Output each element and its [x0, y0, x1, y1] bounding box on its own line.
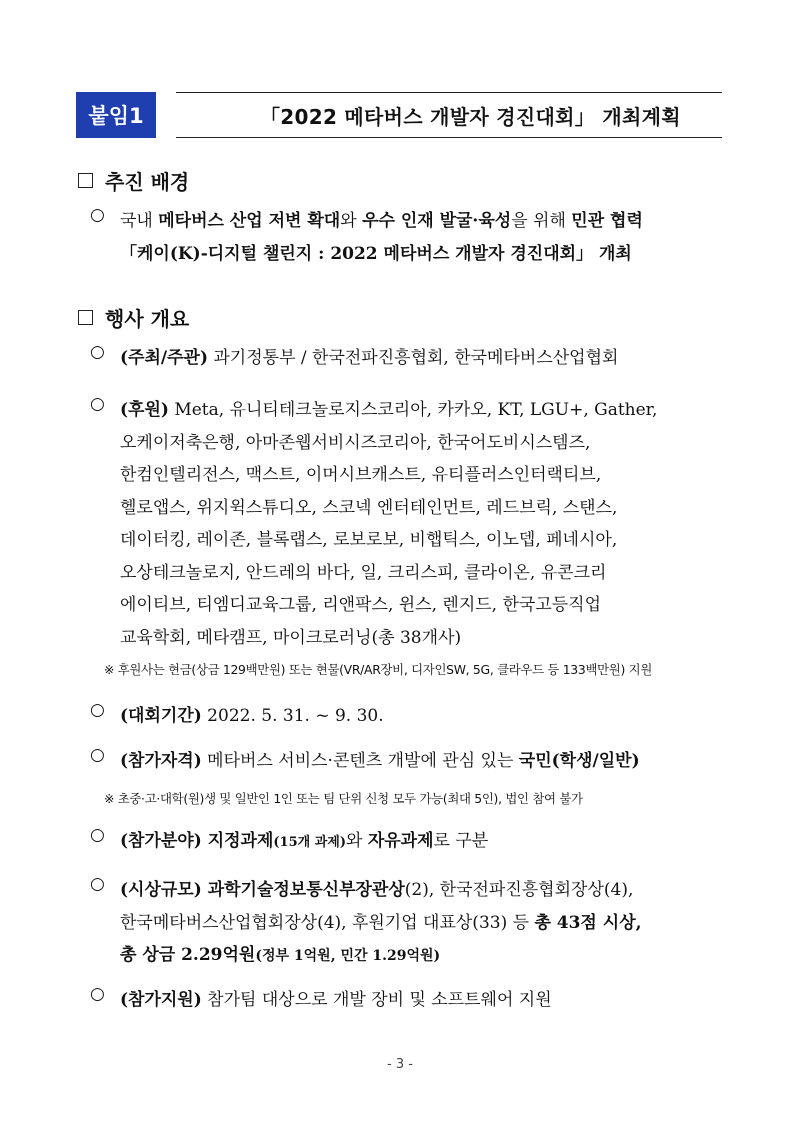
- support-text: [120, 984, 730, 1017]
- text-span: 로 구분: [433, 831, 489, 851]
- item-value: 참가팀 대상으로 개발 장비 및 소프트웨어 지원: [201, 990, 552, 1010]
- section-background-heading: [78, 166, 189, 195]
- item-label: (참가자격): [120, 751, 202, 771]
- item-label: (참가지원): [120, 990, 202, 1010]
- text-span: 와: [340, 211, 363, 231]
- emphasis-text: 지정과제: [201, 831, 274, 851]
- page-number: - 3 -: [387, 1057, 413, 1072]
- sponsor-note: ※ 후원사는 현금(상금 129백만원) 또는 현물(VR/AR장비, 디자인SW, 5G, 클라우드 등 133백만원) 지원: [104, 662, 652, 677]
- event-name: 「케이(K)-디지털 챌린지 : 2022 메타버스 개발자 경진대회」: [120, 243, 594, 264]
- circle-bullet-icon: ○: [90, 874, 105, 894]
- sponsor-line: 헬로앱스, 위지윅스튜디오, 스코넥 엔터테인먼트, 레드브릭, 스탠스,: [120, 497, 618, 518]
- title-bar: [176, 92, 722, 138]
- awards-line-3: [120, 939, 730, 973]
- sponsor-line: 교육학회, 메타캠프, 마이크로러닝(총 38개사): [120, 627, 462, 648]
- document-header: [76, 92, 722, 138]
- text-span: 을 위해: [511, 211, 572, 231]
- circle-bullet-icon: ○: [90, 745, 105, 765]
- circle-bullet-icon: ○: [90, 394, 105, 414]
- item-label: (참가분야): [120, 831, 202, 851]
- emphasis-text: 우수 인재 발굴·육성: [362, 211, 512, 231]
- sponsor-names: Meta, 유니티테크놀로지스코리아, 카카오, KT, LGU+, Gather,: [168, 400, 658, 420]
- emphasis-text: 자유과제: [367, 831, 434, 851]
- emphasis-text: 국민(학생/일반): [518, 751, 640, 771]
- background-text: [120, 205, 730, 270]
- field-text: [120, 825, 730, 860]
- background-line-2: [120, 238, 730, 271]
- sponsor-line: 한컴인텔리전스, 맥스트, 이머시브캐스트, 유티플러스인터랙티브,: [120, 465, 602, 485]
- emphasis-text: 총 43점 시상,: [534, 912, 642, 933]
- circle-bullet-icon: ○: [90, 984, 105, 1004]
- circle-bullet-icon: ○: [90, 205, 105, 225]
- item-label: (시상규모): [120, 880, 202, 900]
- emphasis-text: 메타버스 산업 저변 확대: [158, 211, 341, 231]
- emphasis-text: (정부 1억원, 민간 1.29억원): [255, 948, 441, 964]
- emphasis-text: 총 상금 2.29억원: [120, 945, 256, 965]
- checkbox-square-icon: [78, 173, 93, 188]
- text-span: 한국메타버스산업협회장상(4), 후원기업 대표상(33) 등: [120, 912, 535, 933]
- emphasis-text: 과학기술정보통신부장관상: [201, 880, 405, 900]
- text-span: (2), 한국전파진흥협회장상(4),: [404, 880, 634, 900]
- item-value: 2022. 5. 31. ~ 9. 30.: [201, 706, 384, 726]
- emphasis-text: 개최: [593, 243, 632, 264]
- circle-bullet-icon: ○: [90, 342, 105, 362]
- item-value: 과기정통부 / 한국전파진흥협회, 한국메타버스산업협회: [207, 348, 619, 368]
- item-label: (대회기간): [120, 706, 202, 726]
- item-label: (주최/주관): [120, 348, 208, 368]
- awards-line-2: [120, 907, 730, 940]
- emphasis-text: 민관 협력: [571, 211, 643, 231]
- section-title: 추진 배경: [105, 170, 190, 194]
- sponsor-line: 에이티브, 티엠디교육그룹, 리앤팍스, 윈스, 렌지드, 한국고등직업: [120, 595, 602, 615]
- awards-line-1: [120, 874, 730, 907]
- checkbox-square-icon: [78, 310, 93, 325]
- attachment-badge: 붙임1: [76, 92, 156, 138]
- section-title: 행사 개요: [105, 307, 190, 331]
- period-text: [120, 700, 730, 733]
- item-label: (후원): [120, 400, 169, 420]
- sponsor-line: 오케이저축은행, 아마존웹서비시즈코리아, 한국어도비시스템즈,: [120, 432, 591, 453]
- item-value: 메타버스 서비스·콘텐츠 개발에 관심 있는: [201, 751, 519, 771]
- sponsor-line: 데이터킹, 레이존, 블록랩스, 로보로보, 비햅틱스, 이노뎁, 페네시아,: [120, 530, 618, 550]
- text-span: 와: [345, 831, 368, 851]
- sponsor-line: 오상테크놀로지, 안드레의 바다, 일, 크리스피, 클라이온, 유콘크리: [120, 562, 607, 583]
- sponsor-text: [120, 394, 730, 654]
- section-overview-heading: [78, 303, 189, 332]
- eligibility-text: [120, 745, 730, 778]
- emphasis-text: (15개 과제): [273, 835, 346, 850]
- sponsor-line: [120, 394, 730, 427]
- document-title: 「2022 메타버스 개발자 경진대회」 개최계획: [260, 104, 681, 129]
- background-line-1: [120, 205, 730, 238]
- circle-bullet-icon: ○: [90, 700, 105, 720]
- awards-text: [120, 874, 730, 973]
- text-span: 국내: [120, 211, 159, 231]
- circle-bullet-icon: ○: [90, 825, 105, 845]
- host-text: [120, 342, 730, 375]
- eligibility-note: ※ 초중·고·대학(원)생 및 일반인 1인 또는 팀 단위 신청 모두 가능(최대 5인), 법인 참여 불가: [104, 791, 583, 806]
